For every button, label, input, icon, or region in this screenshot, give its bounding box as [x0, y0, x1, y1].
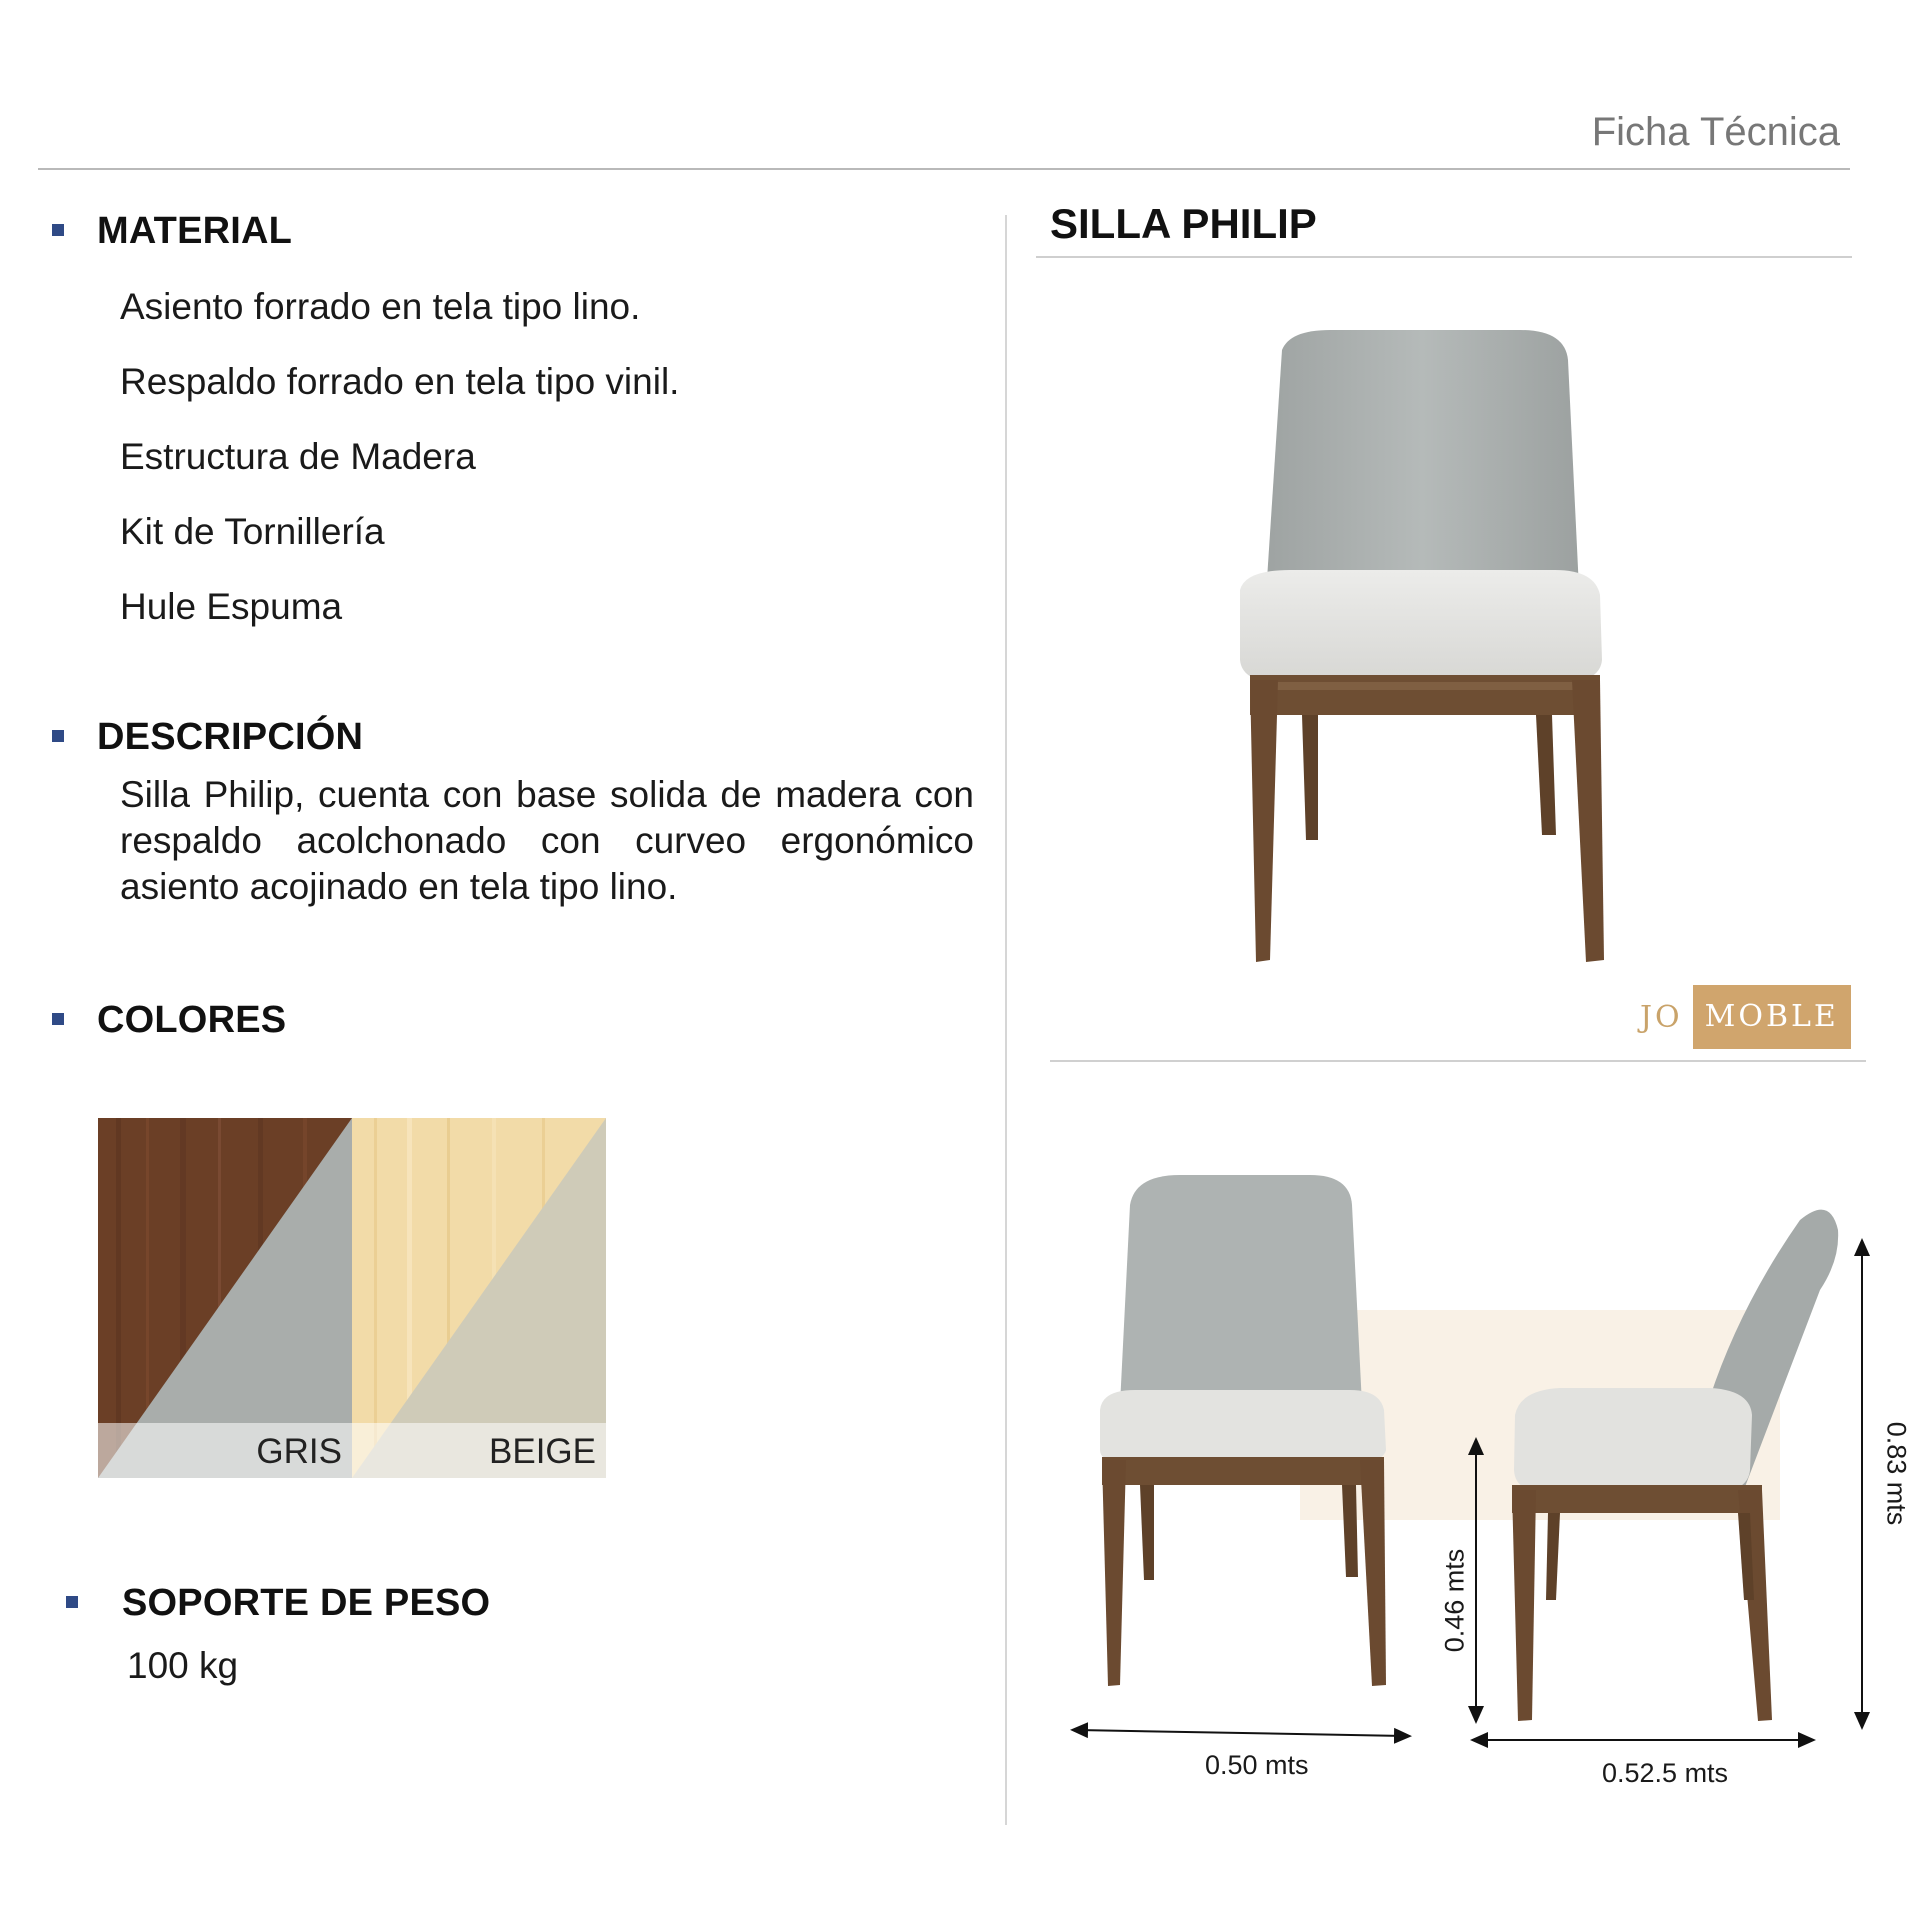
dimension-total-height-label: 0.83 mts	[1881, 1421, 1912, 1526]
color-label-beige: BEIGE	[489, 1432, 596, 1471]
page-title: Ficha Técnica	[1591, 110, 1840, 154]
weight-value: 100 kg	[127, 1645, 239, 1686]
logo-text-boxed: MOBLE	[1693, 985, 1851, 1049]
colors-heading: COLORES	[97, 999, 287, 1041]
dimension-seat-height-label: 0.46 mts	[1439, 1548, 1470, 1653]
dimension-depth-label: 0.52.5 mts	[1602, 1758, 1729, 1788]
product-title: SILLA PHILIP	[1050, 200, 1317, 247]
material-item: Asiento forrado en tela tipo lino.	[120, 286, 641, 327]
material-item: Kit de Tornillería	[120, 511, 385, 552]
material-heading: MATERIAL	[97, 210, 293, 252]
material-item: Estructura de Madera	[120, 436, 476, 477]
material-item: Hule Espuma	[120, 586, 343, 627]
dimension-width-label: 0.50 mts	[1205, 1750, 1309, 1780]
color-label-gris: GRIS	[256, 1432, 342, 1471]
weight-heading: SOPORTE DE PESO	[122, 1582, 491, 1624]
description-heading: DESCRIPCIÓN	[97, 716, 364, 758]
description-text: Silla Philip, cuenta con base solida de madera con respaldo acolchonado con curveo ergonómico asiento acojinado en tela tipo lino.	[120, 774, 974, 907]
material-item: Respaldo forrado en tela tipo vinil.	[120, 361, 680, 402]
logo-text: JO	[1640, 999, 1683, 1035]
